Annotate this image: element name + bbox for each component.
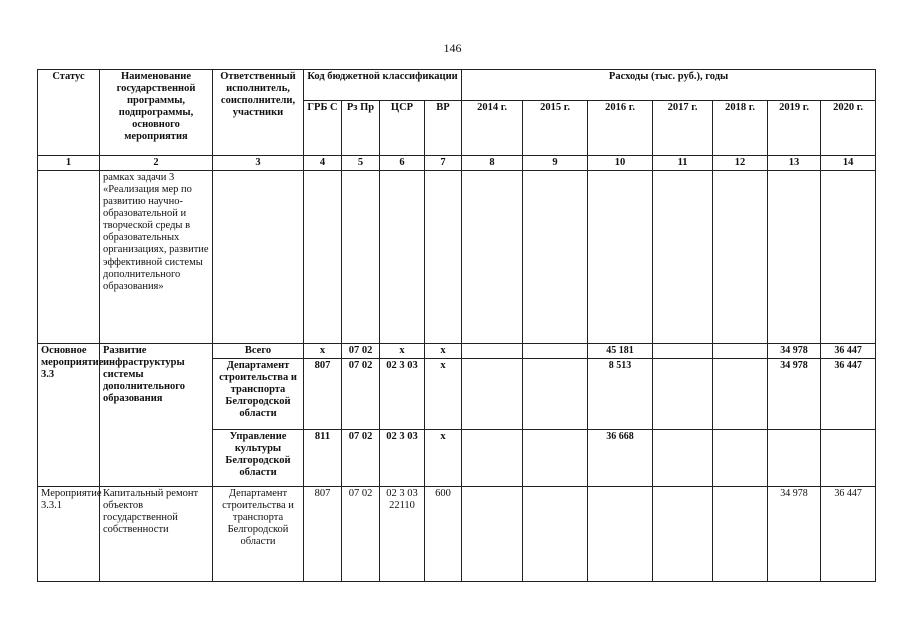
column-number: 11 xyxy=(653,156,713,171)
amount-cell xyxy=(653,359,713,430)
amount-cell xyxy=(653,487,713,582)
main-activity-name: Развитие инфраструктуры системы дополнительного образования xyxy=(100,344,213,487)
amount-cell xyxy=(821,430,876,487)
header-year: 2016 г. xyxy=(588,101,653,156)
vr-cell: х xyxy=(425,359,462,430)
amount-cell xyxy=(713,359,768,430)
grbs-cell: х xyxy=(304,344,342,359)
executor: Управление культуры Белгородской области xyxy=(213,430,304,487)
amount-cell: 36 447 xyxy=(821,359,876,430)
continuation-status xyxy=(38,171,100,344)
csr-cell: 02 3 03 xyxy=(380,430,425,487)
header-year: 2014 г. xyxy=(462,101,523,156)
header-year: 2020 г. xyxy=(821,101,876,156)
column-number: 10 xyxy=(588,156,653,171)
header-status: Статус xyxy=(38,70,100,156)
amount-cell xyxy=(523,487,588,582)
amount-cell: 36 447 xyxy=(821,487,876,582)
vr-cell: 600 xyxy=(425,487,462,582)
amount-cell: 34 978 xyxy=(768,344,821,359)
amount-cell xyxy=(523,430,588,487)
column-number: 2 xyxy=(100,156,213,171)
rzpr-cell: 07 02 xyxy=(342,344,380,359)
column-number: 1 xyxy=(38,156,100,171)
header-vr: ВР xyxy=(425,101,462,156)
header-row xyxy=(38,70,876,101)
column-number: 7 xyxy=(425,156,462,171)
column-number: 13 xyxy=(768,156,821,171)
amount-cell xyxy=(653,430,713,487)
continuation-name: рамках задачи 3 «Реализация мер по развитию научно-образовательной и творческой среды в образовательных организациях, развитие эффективной системы дополнительного образования» xyxy=(100,171,213,344)
grbs-cell: 807 xyxy=(304,487,342,582)
column-number-row xyxy=(38,156,876,171)
amount-cell xyxy=(653,344,713,359)
main-activity-row-total xyxy=(38,344,876,359)
column-number: 3 xyxy=(213,156,304,171)
column-number: 8 xyxy=(462,156,523,171)
amount-cell: 45 181 xyxy=(588,344,653,359)
header-year: 2018 г. xyxy=(713,101,768,156)
rzpr-cell: 07 02 xyxy=(342,487,380,582)
column-number: 12 xyxy=(713,156,768,171)
header-grbs: ГРБ С xyxy=(304,101,342,156)
header-expenses: Расходы (тыс. руб.), годы xyxy=(462,70,876,101)
amount-cell xyxy=(462,359,523,430)
page-number: 146 xyxy=(443,41,462,55)
amount-cell: 8 513 xyxy=(588,359,653,430)
amount-cell xyxy=(462,487,523,582)
csr-cell: 02 3 03 22110 xyxy=(380,487,425,582)
rzpr-cell: 07 02 xyxy=(342,359,380,430)
grbs-cell: 811 xyxy=(304,430,342,487)
column-number: 4 xyxy=(304,156,342,171)
activity-331-status: Мероприятие 3.3.1 xyxy=(38,487,100,582)
executor: Всего xyxy=(213,344,304,359)
amount-cell xyxy=(768,430,821,487)
budget-table xyxy=(37,69,876,582)
header-budget-code: Код бюджетной классификации xyxy=(304,70,462,101)
executor: Департамент строительства и транспорта Белгородской области xyxy=(213,487,304,582)
amount-cell xyxy=(588,487,653,582)
activity-331-row xyxy=(38,487,876,582)
header-csr: ЦСР xyxy=(380,101,425,156)
header-year: 2019 г. xyxy=(768,101,821,156)
amount-cell xyxy=(523,359,588,430)
csr-cell: 02 3 03 xyxy=(380,359,425,430)
amount-cell: 34 978 xyxy=(768,487,821,582)
amount-cell xyxy=(462,430,523,487)
grbs-cell: 807 xyxy=(304,359,342,430)
amount-cell xyxy=(713,430,768,487)
executor: Департамент строительства и транспорта Белгородской области xyxy=(213,359,304,430)
column-number: 9 xyxy=(523,156,588,171)
vr-cell: х xyxy=(425,430,462,487)
column-number: 5 xyxy=(342,156,380,171)
amount-cell: 36 447 xyxy=(821,344,876,359)
csr-cell: х xyxy=(380,344,425,359)
activity-331-name: Капитальный ремонт объектов государственной собственности xyxy=(100,487,213,582)
continuation-row xyxy=(38,171,876,344)
header-year: 2015 г. xyxy=(523,101,588,156)
header-rzpr: Рз Пр xyxy=(342,101,380,156)
header-name: Наименование государственной программы, подпрограммы, основного мероприятия xyxy=(100,70,213,156)
amount-cell: 34 978 xyxy=(768,359,821,430)
main-activity-status: Основное мероприятие 3.3 xyxy=(38,344,100,487)
amount-cell: 36 668 xyxy=(588,430,653,487)
column-number: 6 xyxy=(380,156,425,171)
column-number: 14 xyxy=(821,156,876,171)
amount-cell xyxy=(462,344,523,359)
vr-cell: х xyxy=(425,344,462,359)
header-executor: Ответственный исполнитель, соисполнители, участники xyxy=(213,70,304,156)
amount-cell xyxy=(713,344,768,359)
header-year: 2017 г. xyxy=(653,101,713,156)
amount-cell xyxy=(523,344,588,359)
amount-cell xyxy=(713,487,768,582)
rzpr-cell: 07 02 xyxy=(342,430,380,487)
